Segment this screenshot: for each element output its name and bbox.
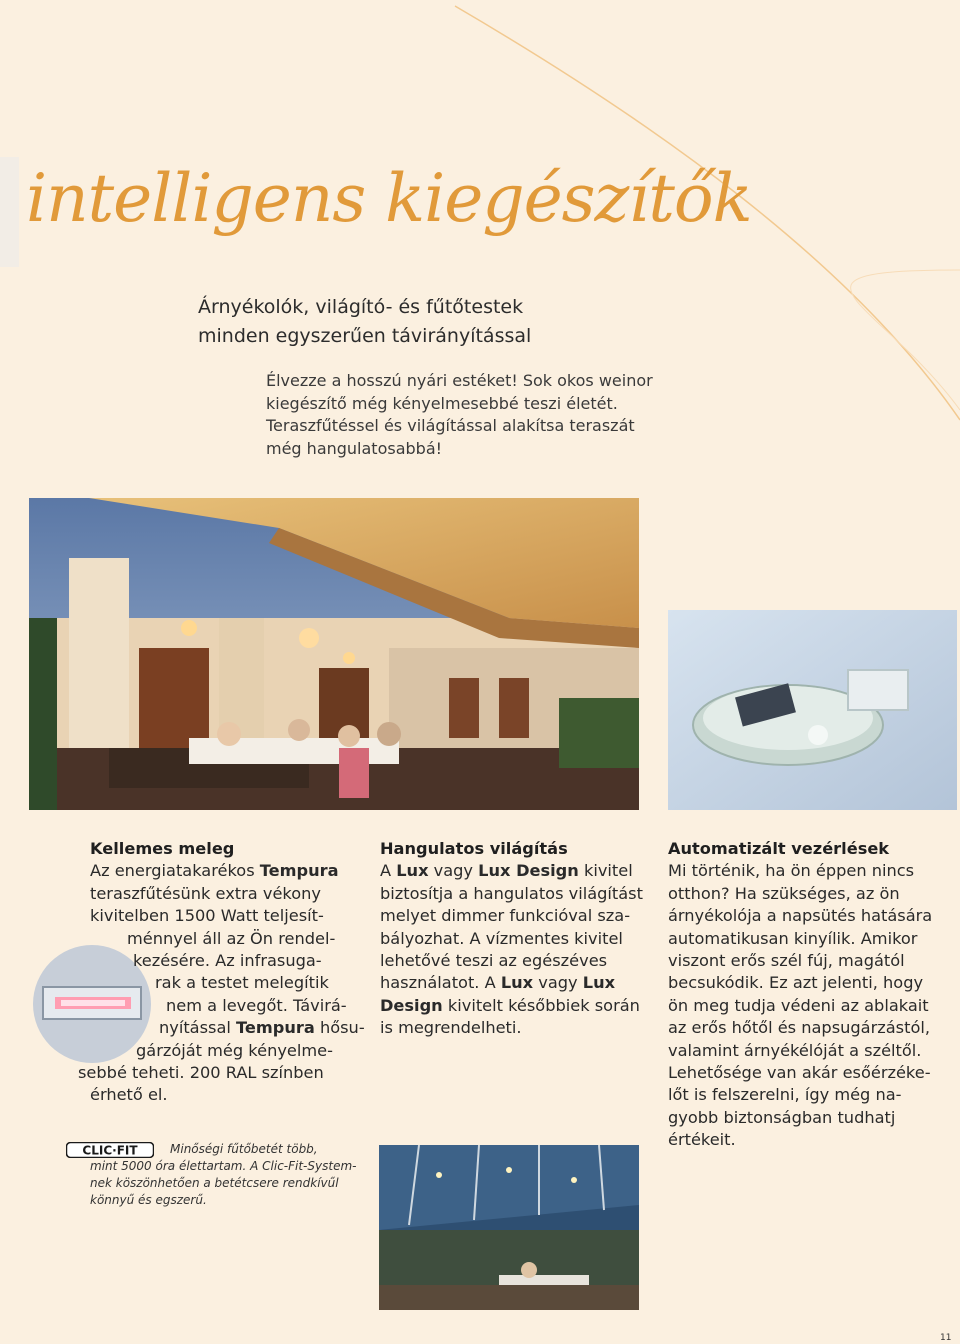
caption-line: Minőségi fűtőbetét több,	[170, 1142, 318, 1156]
automation-text: értékeit.	[668, 1130, 736, 1150]
automation-text: automatikusan kinyílik. Amikor	[668, 928, 918, 948]
svg-text:CLIC·FIT: CLIC·FIT	[82, 1143, 138, 1158]
heating-heading: Kellemes meleg	[90, 839, 235, 858]
brand-design: Design	[380, 995, 443, 1015]
caption-line: mint 5000 óra élettartam. A Clic-Fit-System-	[90, 1159, 357, 1173]
glass-roof-photo	[379, 1145, 639, 1310]
heating-text: nem a levegőt. Távirá-	[166, 995, 347, 1015]
automation-text: otthon? Ha szükséges, az ön	[668, 883, 900, 903]
brand-lux: Lux	[396, 861, 429, 881]
clicfit-caption	[90, 1141, 360, 1209]
heating-text: rak a testet melegítik	[155, 973, 329, 993]
brand-tempura: Tempura	[259, 861, 339, 881]
lighting-text: biztosítja a hangulatos világítást	[380, 883, 643, 903]
brand-lux: Lux	[500, 973, 534, 993]
automation-text: Mi történik, ha ön éppen nincs	[668, 861, 915, 881]
subtitle-line: Árnyékolók, világító- és fűtőtestek	[198, 296, 524, 318]
automation-text: valamint árnyékélóját a széltől.	[668, 1040, 922, 1060]
heating-text: kezésére. Az infrasuga-	[133, 951, 322, 971]
automation-text: az erős hőtől és napsugárzástól,	[668, 1018, 930, 1038]
lighting-heading: Hangulatos világítás	[380, 839, 568, 858]
lighting-text: bályozhat. A vízmentes kivitel	[380, 928, 623, 948]
lighting-text: használatot. A	[380, 973, 501, 993]
page-title: intelligens kiegészítők	[26, 160, 752, 237]
caption-line: nek köszönhetően a betétcsere rendkívűl	[90, 1176, 339, 1190]
lighting-text: melyet dimmer funkcióval sza-	[380, 906, 631, 926]
heating-text: teraszfűtésünk extra vékony	[90, 883, 321, 903]
automation-heading: Automatizált vezérlések	[668, 839, 890, 858]
lighting-text: kivitel	[578, 861, 633, 881]
intro-line: Élvezze a hosszú nyári estéket! Sok okos weinor	[266, 371, 653, 390]
intro-line: Teraszfűtéssel és világítással alakítsa teraszát	[266, 416, 635, 435]
automation-text: gyobb biztonságban tudhatj	[668, 1107, 896, 1127]
intro-line: még hangulatosabbá!	[266, 438, 443, 458]
side-tab	[0, 157, 19, 267]
heating-text: kivitelben 1500 Watt teljesít-	[90, 906, 324, 926]
lighting-text: vagy	[533, 973, 583, 993]
intro-text	[266, 370, 666, 460]
lighting-text: lehetővé teszi az egészéves	[380, 951, 608, 971]
lighting-text: vagy	[428, 861, 479, 881]
automation-section	[668, 838, 938, 1152]
brand-tempura: Tempura	[236, 1018, 315, 1038]
automation-text: lőt is felszerelni, így még na-	[668, 1085, 902, 1105]
page-number: 11	[940, 1333, 952, 1343]
heating-text: ménnyel áll az Ön rendel-	[127, 928, 336, 948]
heating-text: gárzóját még kényelme-	[136, 1040, 333, 1060]
heating-text: sebbé teheti. 200 RAL színben	[78, 1063, 324, 1083]
heating-text: hősu-	[314, 1018, 365, 1038]
automation-text: árnyékolója a napsütés hatására	[668, 906, 933, 926]
subtitle-line: minden egyszerűen távirányítással	[198, 325, 532, 347]
heating-text: nyítással	[159, 1018, 237, 1038]
heating-section	[78, 838, 365, 1107]
automation-text: viszont erős szél fúj, magától	[668, 951, 905, 971]
terrace-photo	[29, 498, 639, 810]
lighting-text: A	[380, 861, 397, 881]
brand-lux: Lux	[582, 973, 616, 993]
lighting-text: is megrendelheti.	[380, 1018, 522, 1038]
lighting-text: kivitelt későbbiek során	[442, 995, 640, 1015]
brand-lux-design: Lux Design	[478, 861, 579, 881]
sensor-photo	[668, 610, 957, 810]
lighting-section	[380, 838, 650, 1040]
heating-text: Az energiatakarékos	[90, 861, 260, 881]
automation-text: ön meg tudja védeni az ablakait	[668, 995, 929, 1015]
automation-text: becsukódik. Ez azt jelenti, hogy	[668, 973, 924, 993]
automation-text: Lehetősége van akár esőérzéke-	[668, 1063, 931, 1083]
caption-line: könnyű és egszerű.	[90, 1193, 207, 1207]
heating-text: érhető el.	[90, 1085, 168, 1105]
intro-line: kiegészítő még kényelmesebbé teszi életét.	[266, 393, 618, 413]
subtitle	[198, 293, 531, 351]
